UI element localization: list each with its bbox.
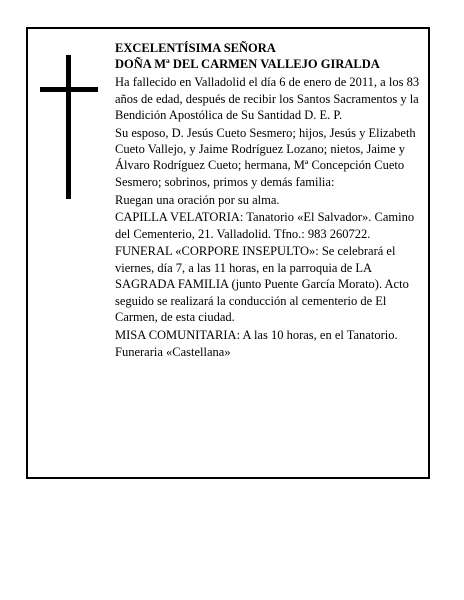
community-mass-paragraph: MISA COMUNITARIA: A las 10 horas, en el Tanatorio.: [115, 327, 398, 342]
prayer-request-paragraph: Ruegan una oración por su alma.: [115, 192, 280, 207]
death-announcement-paragraph: Ha fallecido en Valladolid el día 6 de enero de 2011, a los 83 años de edad, después de recibir los Santos Sacramentos y la Bendición Apostólica de Su Santidad D. E. P.: [115, 75, 420, 122]
funeral-home-paragraph: Funeraria «Castellana»: [115, 345, 231, 360]
cross-icon: [40, 55, 98, 199]
notice-title: EXCELENTÍSIMA SEÑORA: [115, 41, 276, 55]
wake-chapel-paragraph: CAPILLA VELATORIA: Tanatorio «El Salvador». Camino del Cementerio, 21. Valladolid. Tfno.: 983 260722.: [115, 210, 415, 241]
family-paragraph: Su esposo, D. Jesús Cueto Sesmero; hijos, Jesús y Elizabeth Cueto Vallejo, y Jaime Rodríguez Lozano; nietos, Jaime y Álvaro Rodríguez Cueto; hermana, Mª Concepción Cueto Sesmero; sobrinos, primos y demás familia:: [115, 125, 416, 189]
cross-stem: [66, 55, 71, 199]
funeral-paragraph: FUNERAL «CORPORE INSEPULTO»: Se celebrará el viernes, día 7, a las 11 horas, en la parroquia de LA SAGRADA FAMILIA (junto Puente García Morato). Acto seguido se realizará la conducción al cementerio de El Carmen, de esta ciudad.: [115, 244, 409, 324]
deceased-name: DOÑA Mª DEL CARMEN VALLEJO GIRALDA: [115, 57, 380, 72]
obituary-text: [115, 40, 427, 361]
cross-beam: [40, 87, 98, 92]
obituary-notice-frame: [26, 27, 430, 479]
